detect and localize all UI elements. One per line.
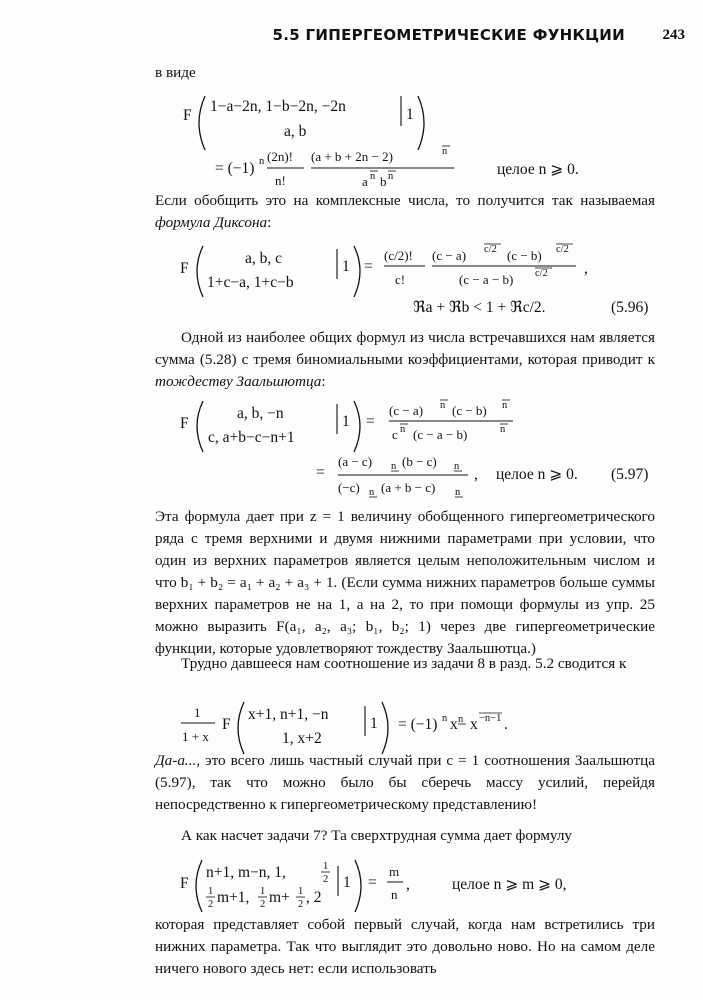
eq597-ov-da: n xyxy=(400,424,406,435)
eq597-lower: c, a+b−c−n+1 xyxy=(208,429,295,446)
dixon-text: Если обобщить это на комплексные числа, то получится так называемая xyxy=(155,192,655,209)
eq597-un-da: n xyxy=(369,487,375,498)
eq596-n1-pw: c/2 xyxy=(484,244,497,255)
equation-1 xyxy=(0,90,703,189)
page-number: 243 xyxy=(662,27,685,43)
eq596-rparen xyxy=(354,246,360,297)
eq1-f1-num: (2n)! xyxy=(267,149,293,164)
eq4-x1: x xyxy=(450,716,458,733)
paragraph-dixon xyxy=(155,190,655,234)
eq596-lparen xyxy=(197,246,203,297)
eq597-upper: a, b, −n xyxy=(237,405,284,422)
eq597-un-na: n xyxy=(391,461,397,472)
eq5-lhalf2-den: 2 xyxy=(260,899,266,910)
eq5-eq: = xyxy=(368,874,377,891)
dixon-colon: : xyxy=(267,214,272,231)
eq597-lparen xyxy=(197,401,203,452)
equation-5-96 xyxy=(0,243,703,316)
eq1-lparen xyxy=(199,96,205,150)
eq5-r-den: n xyxy=(391,887,398,902)
saalschutz-term: тождеству Заальшютца xyxy=(155,373,322,390)
paragraph-conclusion: которая представляет собой первый случай, когда нам встретились три нижних параметра. Так что выглядит это довольно ново. Но на самом деле ничего нового здесь нет: если использовать xyxy=(155,916,655,977)
eq597-ov-nb: n xyxy=(502,400,508,411)
eq1-f2-den-b: b xyxy=(380,174,387,189)
eq596-d1-pw: c/2 xyxy=(535,268,548,279)
eq597-rparen xyxy=(354,401,360,452)
eq1-f1-den: n! xyxy=(275,173,286,188)
eq5-u1: n+1, m−n, 1, xyxy=(206,864,286,881)
eq5-r-num: m xyxy=(389,864,400,879)
eq5-uhalf-num: 1 xyxy=(323,861,329,872)
eq596-n2-pw: c/2 xyxy=(556,244,569,255)
eq597-r2-num-a: (a − c) xyxy=(338,454,373,469)
eq5-l2: , 2 xyxy=(306,889,322,906)
eq597-r1-den-a: c xyxy=(392,427,398,442)
eq5-lhalf1-den: 2 xyxy=(208,899,214,910)
running-title: 5.5 ГИПЕРГЕОМЕТРИЧЕСКИЕ ФУНКЦИИ xyxy=(272,26,625,44)
eq5-lm1: m+1, xyxy=(217,889,250,906)
eq597-comma: , xyxy=(474,466,478,483)
eq597-r1-den-b: (c − a − b) xyxy=(413,427,468,442)
eq596-n2: (c − b) xyxy=(507,248,542,263)
eq596-f1-num: (c/2)! xyxy=(384,248,413,263)
eq1-F: F xyxy=(183,107,192,124)
eq1-den-ov-b: n xyxy=(388,171,394,182)
paragraph-special-case xyxy=(155,750,655,816)
eq4-F: F xyxy=(222,716,231,733)
eq597-label: (5.97) xyxy=(611,466,649,483)
equation-problem-8-svg xyxy=(0,698,703,758)
eq596-upper: a, b, c xyxy=(245,250,283,267)
eq596-arg: 1 xyxy=(342,258,350,275)
paragraph-discussion: Эта формула дает при z = 1 величину обобщенного гипергеометрического ряда с тремя верхними и двумя нижними параметрами при условии, что один из верхних параметров является целым неположительным числом и что b₁ + b₂ = a₁ + a₂ + a₃ + 1. (Если сумма нижних параметров больше суммы верхних параметров не на 1, а на 2, то при помощи формулы из упр. 25 можно выразить F(a₁, a₂, a₃; b₁, b₂; 1) через две гипергеометрические функции, которые удовлетворяют тождеству Заальшютца.) xyxy=(155,508,655,657)
eq1-rparen xyxy=(418,96,424,150)
eq597-arg: 1 xyxy=(342,413,350,430)
paragraph-saalschutz xyxy=(155,327,655,393)
eq596-cond: ℜa + ℜb < 1 + ℜc/2. xyxy=(413,299,546,316)
eq596-n1: (c − a) xyxy=(432,248,467,263)
eq596-lower: 1+c−a, 1+c−b xyxy=(207,274,294,291)
eq4-upper: x+1, n+1, −n xyxy=(248,706,329,723)
eq4-arg: 1 xyxy=(370,715,378,732)
eq596-comma: , xyxy=(584,260,588,277)
equation-problem-8 xyxy=(0,698,703,747)
special-case-exclamation: Да-а..., xyxy=(155,752,201,769)
eq4-un: n xyxy=(458,714,464,725)
equation-5-97 xyxy=(0,398,703,498)
eq597-ov-db: n xyxy=(500,424,506,435)
dixon-term: формула Диксона xyxy=(155,214,268,231)
special-case-text: это всего лишь частный случай при c = 1 соотношения Заальшютца (5.97), так что можно было бы сберечь массу усилий, перейдя непосредственно к гипергеометрическому представлению! xyxy=(155,752,655,813)
eq5-lhalf2-num: 1 xyxy=(260,886,266,897)
eq1-lower: a, b xyxy=(284,123,307,140)
eq1-f2-num: (a + b + 2n − 2) xyxy=(311,149,393,164)
eq4-dot: . xyxy=(504,716,508,733)
eq4-x2: x xyxy=(470,716,478,733)
equation-1-svg xyxy=(0,90,703,200)
eq1-eq: = (−1) xyxy=(215,160,255,177)
eq5-lhalf3-num: 1 xyxy=(298,886,304,897)
equation-5-96-svg xyxy=(0,243,703,323)
eq4-num: 1 xyxy=(194,705,201,720)
page-header xyxy=(0,26,703,48)
paragraph-problem-8: Трудно давшееся нам соотношение из задачи 8 в разд. 5.2 сводится к xyxy=(181,655,627,672)
equation-5-97-svg xyxy=(0,398,703,498)
eq597-un-nb: n xyxy=(454,461,460,472)
eq4-den: 1 + x xyxy=(182,729,209,744)
saalschutz-text: Одной из наиболее общих формул из числа встречавшихся нам является сумма (5.28) с тремя биномиальными коэффициентами, которая приводит к xyxy=(155,329,655,368)
eq4-pw2: −n−1 xyxy=(479,713,502,724)
eq5-F: F xyxy=(180,875,189,892)
eq5-lm2: m+ xyxy=(269,889,290,906)
eq5-lhalf1-num: 1 xyxy=(208,886,214,897)
eq5-comma: , xyxy=(406,876,410,893)
eq596-F: F xyxy=(180,260,189,277)
eq5-rparen xyxy=(355,860,361,912)
eq597-r1-num-a: (c − a) xyxy=(389,403,424,418)
eq597-F: F xyxy=(180,415,189,432)
eq1-f2-num-ov: n xyxy=(442,146,448,157)
eq5-lparen xyxy=(196,860,202,912)
eq597-r1-num-b: (c − b) xyxy=(452,403,487,418)
eq596-f1-den: c! xyxy=(395,272,406,287)
eq597-cond: целое n ⩾ 0. xyxy=(496,466,578,483)
eq5-cond: целое n ⩾ m ⩾ 0, xyxy=(452,876,567,893)
paragraph-problem-7: А как насчет задачи 7? Та сверхтрудная сумма дает формулу xyxy=(181,827,573,844)
eq1-cond: целое n ⩾ 0. xyxy=(497,161,579,178)
eq4-rparen xyxy=(382,702,388,754)
eq597-r2-den-a: (−c) xyxy=(338,480,360,495)
equation-problem-7 xyxy=(0,856,703,910)
eq5-arg: 1 xyxy=(343,874,351,891)
eq597-un-db: n xyxy=(455,487,461,498)
eq4-lparen xyxy=(238,702,244,754)
eq597-eq2: = xyxy=(316,464,325,481)
eq596-label: (5.96) xyxy=(611,299,649,316)
saalschutz-colon: : xyxy=(321,373,326,390)
eq596-d1: (c − a − b) xyxy=(459,272,514,287)
eq597-r2-den-b: (a + b − c) xyxy=(381,480,436,495)
equation-problem-7-svg xyxy=(0,856,703,916)
eq597-ov-na: n xyxy=(440,400,446,411)
eq4-eq: = (−1) xyxy=(398,716,438,733)
eq597-eq: = xyxy=(366,413,375,430)
eq597-r2-num-b: (b − c) xyxy=(402,454,437,469)
eq1-arg: 1 xyxy=(406,106,414,123)
eq4-pow: n xyxy=(442,713,448,724)
eq4-lower: 1, x+2 xyxy=(282,730,322,747)
eq1-den-ov-a: n xyxy=(370,171,376,182)
eq1-pow: n xyxy=(259,156,265,167)
eq5-uhalf-den: 2 xyxy=(323,874,329,885)
eq1-f2-den-a: a xyxy=(362,174,368,189)
eq596-eq: = xyxy=(364,258,373,275)
text-lead-in: в виде xyxy=(155,64,196,81)
eq1-upper: 1−a−2n, 1−b−2n, −2n xyxy=(210,98,346,115)
eq5-lhalf3-den: 2 xyxy=(298,899,304,910)
